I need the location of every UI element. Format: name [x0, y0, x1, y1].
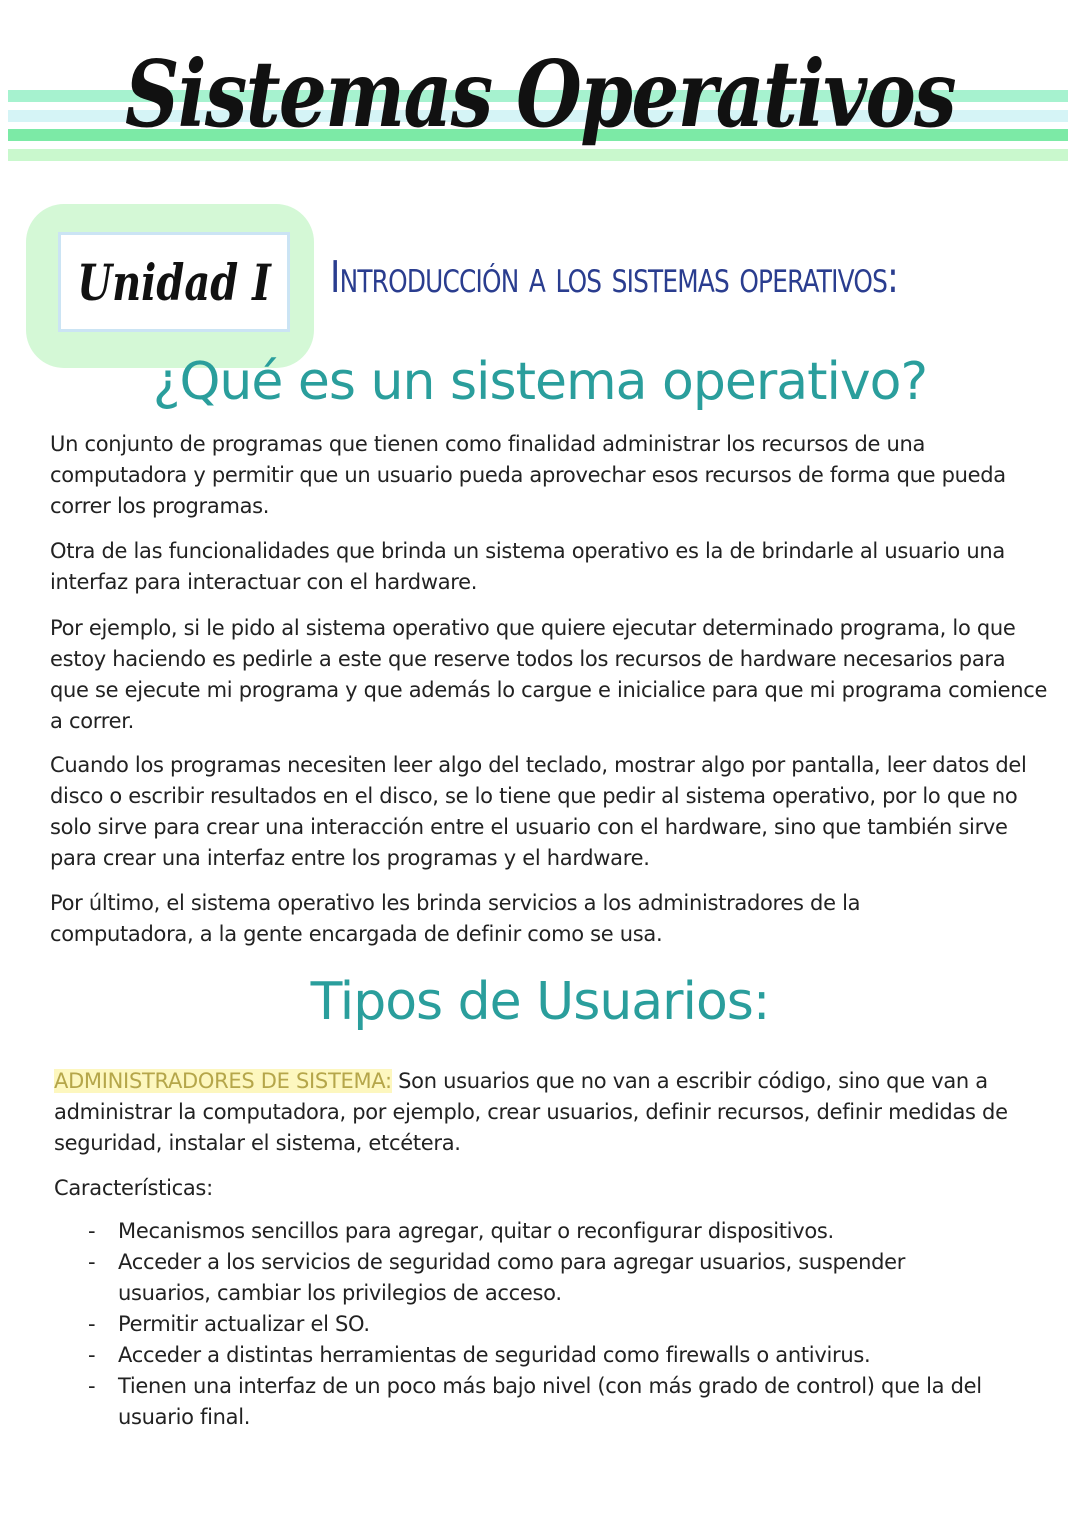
characteristics-label: Características: — [54, 1176, 213, 1200]
list-item — [88, 1216, 1048, 1247]
dash-bullet-icon: - — [88, 1312, 96, 1336]
unit-badge — [58, 232, 290, 332]
list-item-text: Mecanismos sencillos para agregar, quitar o reconfigurar dispositivos. — [118, 1219, 834, 1243]
unit-title: Introducción a los sistemas operativos: — [330, 252, 899, 303]
dash-bullet-icon: - — [88, 1374, 96, 1398]
paragraph: Cuando los programas necesiten leer algo del teclado, mostrar algo por pantalla, leer datos del disco o escribir resultados en el disco, se lo tiene que pedir al sistema operativo, por lo que no solo sirve para crear una interacción entre el usuario con el hardware, sino que también sirve para crear una interfaz entre los programas y el hardware. — [50, 753, 1027, 870]
list-item — [88, 1309, 1048, 1340]
paragraph: Por ejemplo, si le pido al sistema operativo que quiere ejecutar determinado programa, lo que estoy haciendo es pedirle a este que reserve todos los recursos de hardware necesarios para que se ejecute mi programa y que además lo cargue e inicialice para que mi programa comience a correr. — [50, 616, 1048, 733]
list-item-text: Acceder a los servicios de seguridad como para agregar usuarios, suspender usuarios, cambiar los privilegios de acceso. — [118, 1250, 906, 1305]
list-item-text: Acceder a distintas herramientas de seguridad como firewalls o antivirus. — [118, 1343, 871, 1367]
characteristics-list — [88, 1216, 1048, 1433]
list-item — [88, 1371, 1048, 1433]
section-heading-what-is-os: ¿Qué es un sistema operativo? — [152, 352, 928, 412]
unit-label: Unidad I — [77, 252, 271, 312]
page-title: Sistemas Operativos — [125, 40, 955, 148]
title-stripe — [8, 149, 1068, 161]
list-item-text: Tienen una interfaz de un poco más bajo nivel (con más grado de control) que la del usuario final. — [118, 1374, 982, 1429]
paragraph: Por último, el sistema operativo les brinda servicios a los administradores de la computadora, a la gente encargada de definir como se usa. — [50, 891, 861, 946]
list-item-text: Permitir actualizar el SO. — [118, 1312, 370, 1336]
section-heading-user-types: Tipos de Usuarios: — [310, 972, 770, 1032]
list-item — [88, 1340, 1048, 1371]
paragraph: Otra de las funcionalidades que brinda un sistema operativo es la de brindarle al usuario una interfaz para interactuar con el hardware. — [50, 539, 1005, 594]
dash-bullet-icon: - — [88, 1250, 96, 1274]
list-item — [88, 1247, 1048, 1309]
dash-bullet-icon: - — [88, 1219, 96, 1243]
admin-paragraph — [54, 1066, 1054, 1159]
paragraph: Un conjunto de programas que tienen como finalidad administrar los recursos de una computadora y permitir que un usuario pueda aprovechar esos recursos de forma que pueda correr los programas. — [50, 432, 1006, 518]
dash-bullet-icon: - — [88, 1343, 96, 1367]
highlighted-term: ADMINISTRADORES DE SISTEMA: — [54, 1069, 392, 1093]
admin-description: Son usuarios que no van a escribir código, sino que van a administrar la computadora, por ejemplo, crear usuarios, definir recursos, definir medidas de seguridad, instalar el sistema, etcétera. — [54, 1069, 1008, 1155]
